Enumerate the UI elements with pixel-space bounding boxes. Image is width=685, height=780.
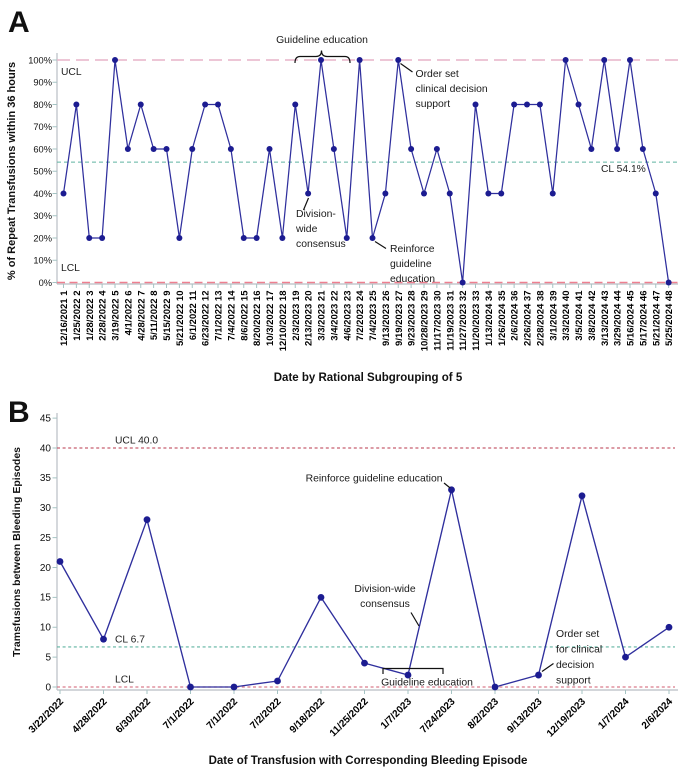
data-point xyxy=(666,280,672,286)
y-tick-label: 60% xyxy=(33,144,52,155)
x-tick-label: 7/2/2023 24 xyxy=(355,290,367,341)
annotation-text: clinical decision xyxy=(415,84,488,95)
x-tick-label: 4/1/2022 6 xyxy=(123,290,135,336)
data-point xyxy=(61,191,67,197)
lcl-label: LCL xyxy=(61,263,80,274)
x-tick-label: 11/20/2023 33 xyxy=(471,290,482,351)
x-tick-label: 6/1/2022 11 xyxy=(187,290,199,341)
y-tick-label: 50% xyxy=(33,166,52,177)
annotation-text: consensus xyxy=(296,239,346,250)
data-point xyxy=(535,672,542,679)
y-tick-label: 15 xyxy=(39,592,51,604)
annotation-text: support xyxy=(556,675,591,687)
data-point xyxy=(267,146,273,152)
y-tick-label: 40 xyxy=(39,443,51,455)
lcl-label: LCL xyxy=(115,674,134,686)
ucl-label: UCL xyxy=(61,67,82,78)
x-tick-label: 2/28/2022 4 xyxy=(97,290,109,341)
y-tick-label: 0% xyxy=(38,277,52,288)
data-point xyxy=(164,146,170,152)
annotation-pointer-line xyxy=(375,242,386,249)
x-tick-label: 7/1/2022 13 xyxy=(213,290,225,341)
data-point xyxy=(576,102,582,108)
data-point xyxy=(331,146,337,152)
data-point xyxy=(357,57,363,63)
data-point xyxy=(100,636,107,643)
data-point xyxy=(614,146,620,152)
x-tick-label: 3/19/2022 5 xyxy=(110,290,122,341)
x-tick-label: 6/30/2022 xyxy=(113,696,154,736)
x-tick-label: 7/1/2022 xyxy=(204,696,241,732)
data-point xyxy=(254,235,260,241)
y-tick-label: 10% xyxy=(33,255,52,266)
data-point xyxy=(112,57,118,63)
x-tick-label: 11/19/2023 31 xyxy=(445,290,457,351)
annotation-text: education xyxy=(390,274,436,285)
cl-label: CL 6.7 xyxy=(115,634,145,646)
y-tick-label: 100% xyxy=(28,55,52,66)
data-point xyxy=(144,516,151,523)
data-point xyxy=(492,684,499,691)
data-point xyxy=(579,492,586,499)
x-tick-label: 5/21/2024 47 xyxy=(651,290,663,346)
data-point xyxy=(228,146,234,152)
y-tick-label: 5 xyxy=(45,652,51,664)
data-point xyxy=(241,235,247,241)
data-line xyxy=(64,60,669,283)
x-tick-label: 2/28/2024 38 xyxy=(535,290,547,346)
x-tick-label: 6/23/2022 12 xyxy=(200,290,212,346)
y-tick-label: 10 xyxy=(39,622,51,634)
data-point xyxy=(318,594,325,601)
data-point xyxy=(361,660,368,667)
annotation-text: decision xyxy=(556,660,595,671)
panel-a-label: A xyxy=(8,6,30,39)
x-tick-label: 5/21/2022 10 xyxy=(174,290,186,346)
data-point xyxy=(99,235,105,241)
x-tick-label: 4/28/2022 xyxy=(70,696,110,736)
data-point xyxy=(588,146,594,152)
x-tick-label: 7/1/2022 xyxy=(161,696,197,732)
x-tick-label: 8/20/2022 16 xyxy=(252,290,264,346)
data-point xyxy=(370,235,376,241)
data-point xyxy=(498,191,504,197)
data-point xyxy=(640,146,646,152)
x-tick-label: 12/16/2021 1 xyxy=(59,290,70,346)
y-tick-label: 30 xyxy=(39,503,51,515)
x-tick-label: 11/27/2023 32 xyxy=(458,290,470,351)
x-tick-label: 3/29/2024 44 xyxy=(612,290,624,346)
x-tick-label: 7/4/2023 25 xyxy=(368,290,379,341)
annotation-text: Order set xyxy=(415,69,459,80)
x-tick-label: 3/22/2022 xyxy=(26,696,67,736)
y-tick-label: 0 xyxy=(45,682,51,694)
x-tick-label: 11/25/2022 xyxy=(327,696,371,740)
data-point xyxy=(473,102,479,108)
x-tick-label: 7/4/2022 14 xyxy=(226,290,238,341)
annotation-pointer-line xyxy=(444,483,450,488)
x-tick-label: 1/28/2022 3 xyxy=(84,290,96,341)
annotation-pointer-line xyxy=(542,664,554,672)
x-tick-label: 5/25/2024 48 xyxy=(664,290,676,346)
x-tick-label: 1/26/2024 35 xyxy=(496,290,508,346)
x-tick-label: 1/13/2024 34 xyxy=(483,290,495,346)
data-point xyxy=(524,102,530,108)
y-tick-label: 40% xyxy=(33,188,52,199)
data-point xyxy=(189,146,195,152)
y-axis-title: % of Repeat Transfusions within 36 hours xyxy=(6,61,18,281)
x-tick-label: 4/6/2023 23 xyxy=(342,290,354,341)
x-tick-label: 8/6/2022 15 xyxy=(239,290,251,341)
x-tick-label: 3/4/2023 22 xyxy=(329,290,341,341)
annotation-text: Guideline education xyxy=(276,35,368,46)
y-tick-label: 90% xyxy=(33,77,52,88)
x-tick-label: 10/3/2022 17 xyxy=(265,290,276,346)
x-tick-label: 3/8/2024 42 xyxy=(586,290,598,341)
annotation-text: Reinforce guideline education xyxy=(305,473,443,485)
cl-label: CL 54.1% xyxy=(601,164,646,175)
data-point xyxy=(274,678,281,685)
annotation-pointer-line xyxy=(401,64,413,73)
x-tick-label: 3/3/2024 40 xyxy=(561,290,573,341)
data-point xyxy=(653,191,659,197)
data-point xyxy=(202,102,208,108)
annotation-text: support xyxy=(415,99,451,110)
data-point xyxy=(601,57,607,63)
ucl-label: UCL 40.0 xyxy=(115,435,159,447)
x-tick-label: 12/10/2022 18 xyxy=(277,290,289,352)
panel-b-label: B xyxy=(8,396,30,429)
x-tick-label: 3/5/2024 41 xyxy=(574,290,585,341)
data-point xyxy=(460,280,466,286)
data-point xyxy=(187,684,194,691)
data-point xyxy=(485,191,491,197)
x-tick-label: 7/24/2023 xyxy=(418,696,458,736)
data-point xyxy=(627,57,633,63)
x-tick-label: 2/13/2023 20 xyxy=(303,290,315,346)
x-tick-label: 9/18/2022 xyxy=(287,696,328,736)
data-point xyxy=(138,102,144,108)
x-tick-label: 9/13/2023 xyxy=(505,696,545,736)
annotation-text: Reinforce xyxy=(390,244,435,255)
x-axis-title: Date by Rational Subgrouping of 5 xyxy=(273,372,463,384)
data-point xyxy=(176,235,182,241)
data-point xyxy=(511,102,517,108)
x-tick-label: 7/2/2022 xyxy=(248,696,284,732)
x-axis-title: Date of Transfusion with Corresponding Bleeding Episode xyxy=(208,755,528,767)
chart-panel-b xyxy=(11,413,678,767)
x-tick-label: 1/7/2024 xyxy=(596,696,632,732)
y-tick-label: 45 xyxy=(39,413,51,425)
data-point xyxy=(447,191,453,197)
annotation-text: Order set xyxy=(556,629,600,640)
annotation-text: consensus xyxy=(360,599,410,610)
annotation-text: Division-wide xyxy=(354,584,416,595)
data-point xyxy=(318,57,324,63)
data-point xyxy=(292,102,298,108)
data-point xyxy=(73,102,79,108)
y-tick-label: 20% xyxy=(33,233,52,244)
x-tick-label: 2/26/2024 37 xyxy=(522,290,534,346)
y-tick-label: 25 xyxy=(39,532,51,544)
annotation-pointer-line xyxy=(411,613,419,627)
data-point xyxy=(215,102,221,108)
data-point xyxy=(279,235,285,241)
data-point xyxy=(231,684,238,691)
data-point xyxy=(537,102,543,108)
x-tick-label: 3/13/2024 43 xyxy=(599,290,611,346)
y-tick-label: 35 xyxy=(39,473,51,485)
x-tick-label: 3/1/2024 39 xyxy=(548,290,560,341)
x-tick-label: 2/3/2023 19 xyxy=(290,290,302,341)
annotation-text: guideline xyxy=(390,259,432,270)
x-tick-label: 11/17/2023 30 xyxy=(432,290,444,351)
x-tick-label: 5/16/2024 45 xyxy=(625,290,637,346)
chart-panel-a xyxy=(6,35,678,384)
x-tick-label: 12/19/2023 xyxy=(544,696,589,740)
annotation-text: wide xyxy=(296,224,318,235)
y-tick-label: 80% xyxy=(33,99,52,110)
annotation-text: Division- xyxy=(296,209,336,220)
x-tick-label: 4/28/2022 7 xyxy=(136,290,148,341)
annotation-text: Guideline education xyxy=(381,677,473,689)
data-point xyxy=(57,558,64,565)
y-tick-label: 30% xyxy=(33,211,52,222)
data-point xyxy=(86,235,92,241)
data-point xyxy=(666,624,673,631)
y-tick-label: 70% xyxy=(33,122,52,133)
x-tick-label: 9/23/2023 28 xyxy=(406,290,418,346)
x-tick-label: 2/6/2024 36 xyxy=(509,290,521,341)
x-tick-label: 5/15/2022 9 xyxy=(162,290,173,341)
data-point xyxy=(622,654,629,661)
x-tick-label: 1/7/2023 xyxy=(378,696,415,732)
data-point xyxy=(563,57,569,63)
data-point xyxy=(125,146,131,152)
data-point xyxy=(151,146,157,152)
x-tick-label: 8/2/2023 xyxy=(465,696,502,732)
x-tick-label: 1/25/2022 2 xyxy=(71,290,83,341)
x-tick-label: 5/11/2022 8 xyxy=(149,290,161,341)
x-tick-label: 10/28/2023 29 xyxy=(419,290,431,352)
x-tick-label: 9/19/2023 27 xyxy=(393,290,405,346)
x-tick-label: 2/6/2024 xyxy=(639,696,676,732)
data-point xyxy=(305,191,311,197)
data-point xyxy=(382,191,388,197)
data-point xyxy=(408,146,414,152)
data-point xyxy=(421,191,427,197)
data-point xyxy=(550,191,556,197)
annotation-text: for clinical xyxy=(556,644,603,656)
data-point xyxy=(395,57,401,63)
x-tick-label: 5/17/2024 46 xyxy=(638,290,650,346)
y-axis-title: Tramsfusions between Bleeding Episodes xyxy=(11,446,23,658)
x-tick-label: 3/3/2023 21 xyxy=(316,290,328,341)
x-tick-label: 9/13/2023 26 xyxy=(380,290,392,346)
data-point xyxy=(434,146,440,152)
y-tick-label: 20 xyxy=(39,562,51,574)
